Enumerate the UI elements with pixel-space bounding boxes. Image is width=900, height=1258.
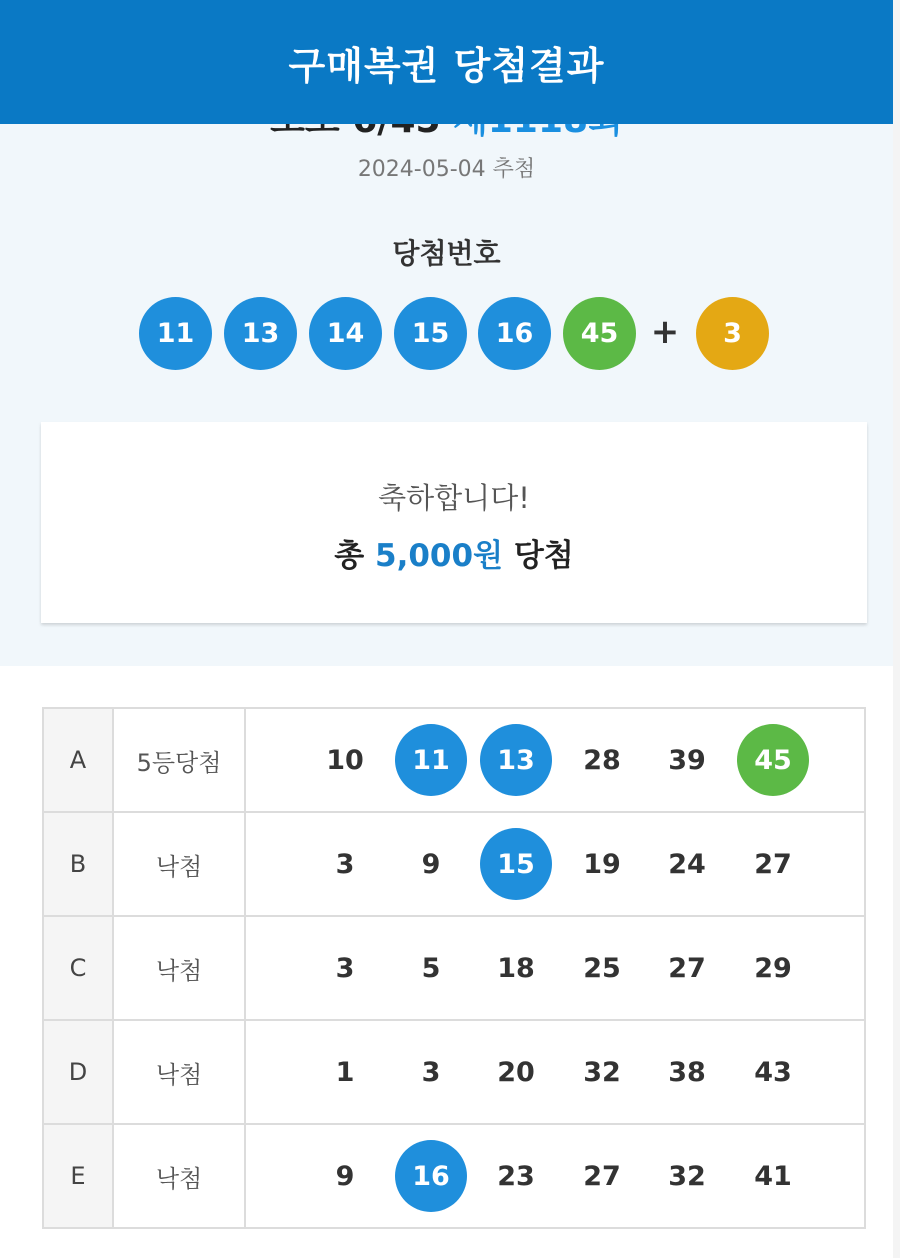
ticket-row	[43, 708, 865, 812]
winning-ball: 11	[139, 297, 212, 370]
ticket-number: 18	[497, 952, 535, 984]
winning-numbers-label: 당첨번호	[392, 237, 501, 270]
scrollbar[interactable]	[893, 0, 900, 1258]
matched-number: 45	[737, 724, 809, 796]
game-label: A	[43, 708, 113, 812]
matched-number: 16	[395, 1140, 467, 1212]
ticket-number: 29	[754, 952, 792, 984]
result-card	[41, 422, 867, 623]
winning-ball: 15	[394, 297, 467, 370]
ticket-number: 38	[668, 1056, 706, 1088]
game-numbers	[245, 812, 865, 916]
ticket-row	[43, 916, 865, 1020]
total-prize: 총 5,000원 당첨	[334, 538, 574, 574]
ticket-number: 28	[583, 744, 621, 776]
game-label: D	[43, 1020, 113, 1124]
game-numbers	[245, 1020, 865, 1124]
ticket-number: 3	[335, 952, 355, 984]
plus-icon: +	[650, 312, 680, 352]
ticket-number: 19	[583, 848, 621, 880]
prize-amount: 5,000원	[375, 538, 504, 574]
ticket-row	[43, 812, 865, 916]
winning-ball: 13	[224, 297, 297, 370]
congrats-message: 축하합니다!	[378, 481, 530, 515]
ticket-number: 5	[421, 952, 441, 984]
ticket-number: 41	[754, 1160, 792, 1192]
game-result: 낙첨	[113, 812, 245, 916]
ticket-number: 43	[754, 1056, 792, 1088]
game-label: E	[43, 1124, 113, 1228]
winning-ball: 45	[563, 297, 636, 370]
app-header	[0, 0, 893, 124]
ticket-row	[43, 1124, 865, 1228]
draw-date: 2024-05-04 추첨	[357, 157, 536, 182]
ticket-number: 9	[335, 1160, 355, 1192]
game-result: 낙첨	[113, 1020, 245, 1124]
ticket-table	[42, 707, 866, 1229]
ticket-number: 25	[583, 952, 621, 984]
ticket-row	[43, 1020, 865, 1124]
game-label: C	[43, 916, 113, 1020]
ticket-number: 3	[421, 1056, 441, 1088]
matched-number: 13	[480, 724, 552, 796]
ticket-number: 3	[335, 848, 355, 880]
ticket-number: 20	[497, 1056, 535, 1088]
game-label: B	[43, 812, 113, 916]
game-result: 낙첨	[113, 1124, 245, 1228]
ticket-number: 9	[421, 848, 441, 880]
ticket-number: 39	[668, 744, 706, 776]
winning-ball: 14	[309, 297, 382, 370]
page-title: 구매복권 당첨결과	[288, 43, 605, 88]
ticket-number: 10	[326, 744, 364, 776]
ticket-number: 24	[668, 848, 706, 880]
ticket-number: 1	[335, 1056, 355, 1088]
ticket-number: 27	[668, 952, 706, 984]
game-result: 5등당첨	[113, 708, 245, 812]
bonus-ball: 3	[696, 297, 769, 370]
ticket-number: 27	[583, 1160, 621, 1192]
game-numbers	[245, 1124, 865, 1228]
ticket-number: 32	[668, 1160, 706, 1192]
matched-number: 15	[480, 828, 552, 900]
game-result: 낙첨	[113, 916, 245, 1020]
ticket-number: 32	[583, 1056, 621, 1088]
winning-ball: 16	[478, 297, 551, 370]
matched-number: 11	[395, 724, 467, 796]
ticket-number: 27	[754, 848, 792, 880]
ticket-number: 23	[497, 1160, 535, 1192]
game-numbers	[245, 916, 865, 1020]
game-numbers	[245, 708, 865, 812]
